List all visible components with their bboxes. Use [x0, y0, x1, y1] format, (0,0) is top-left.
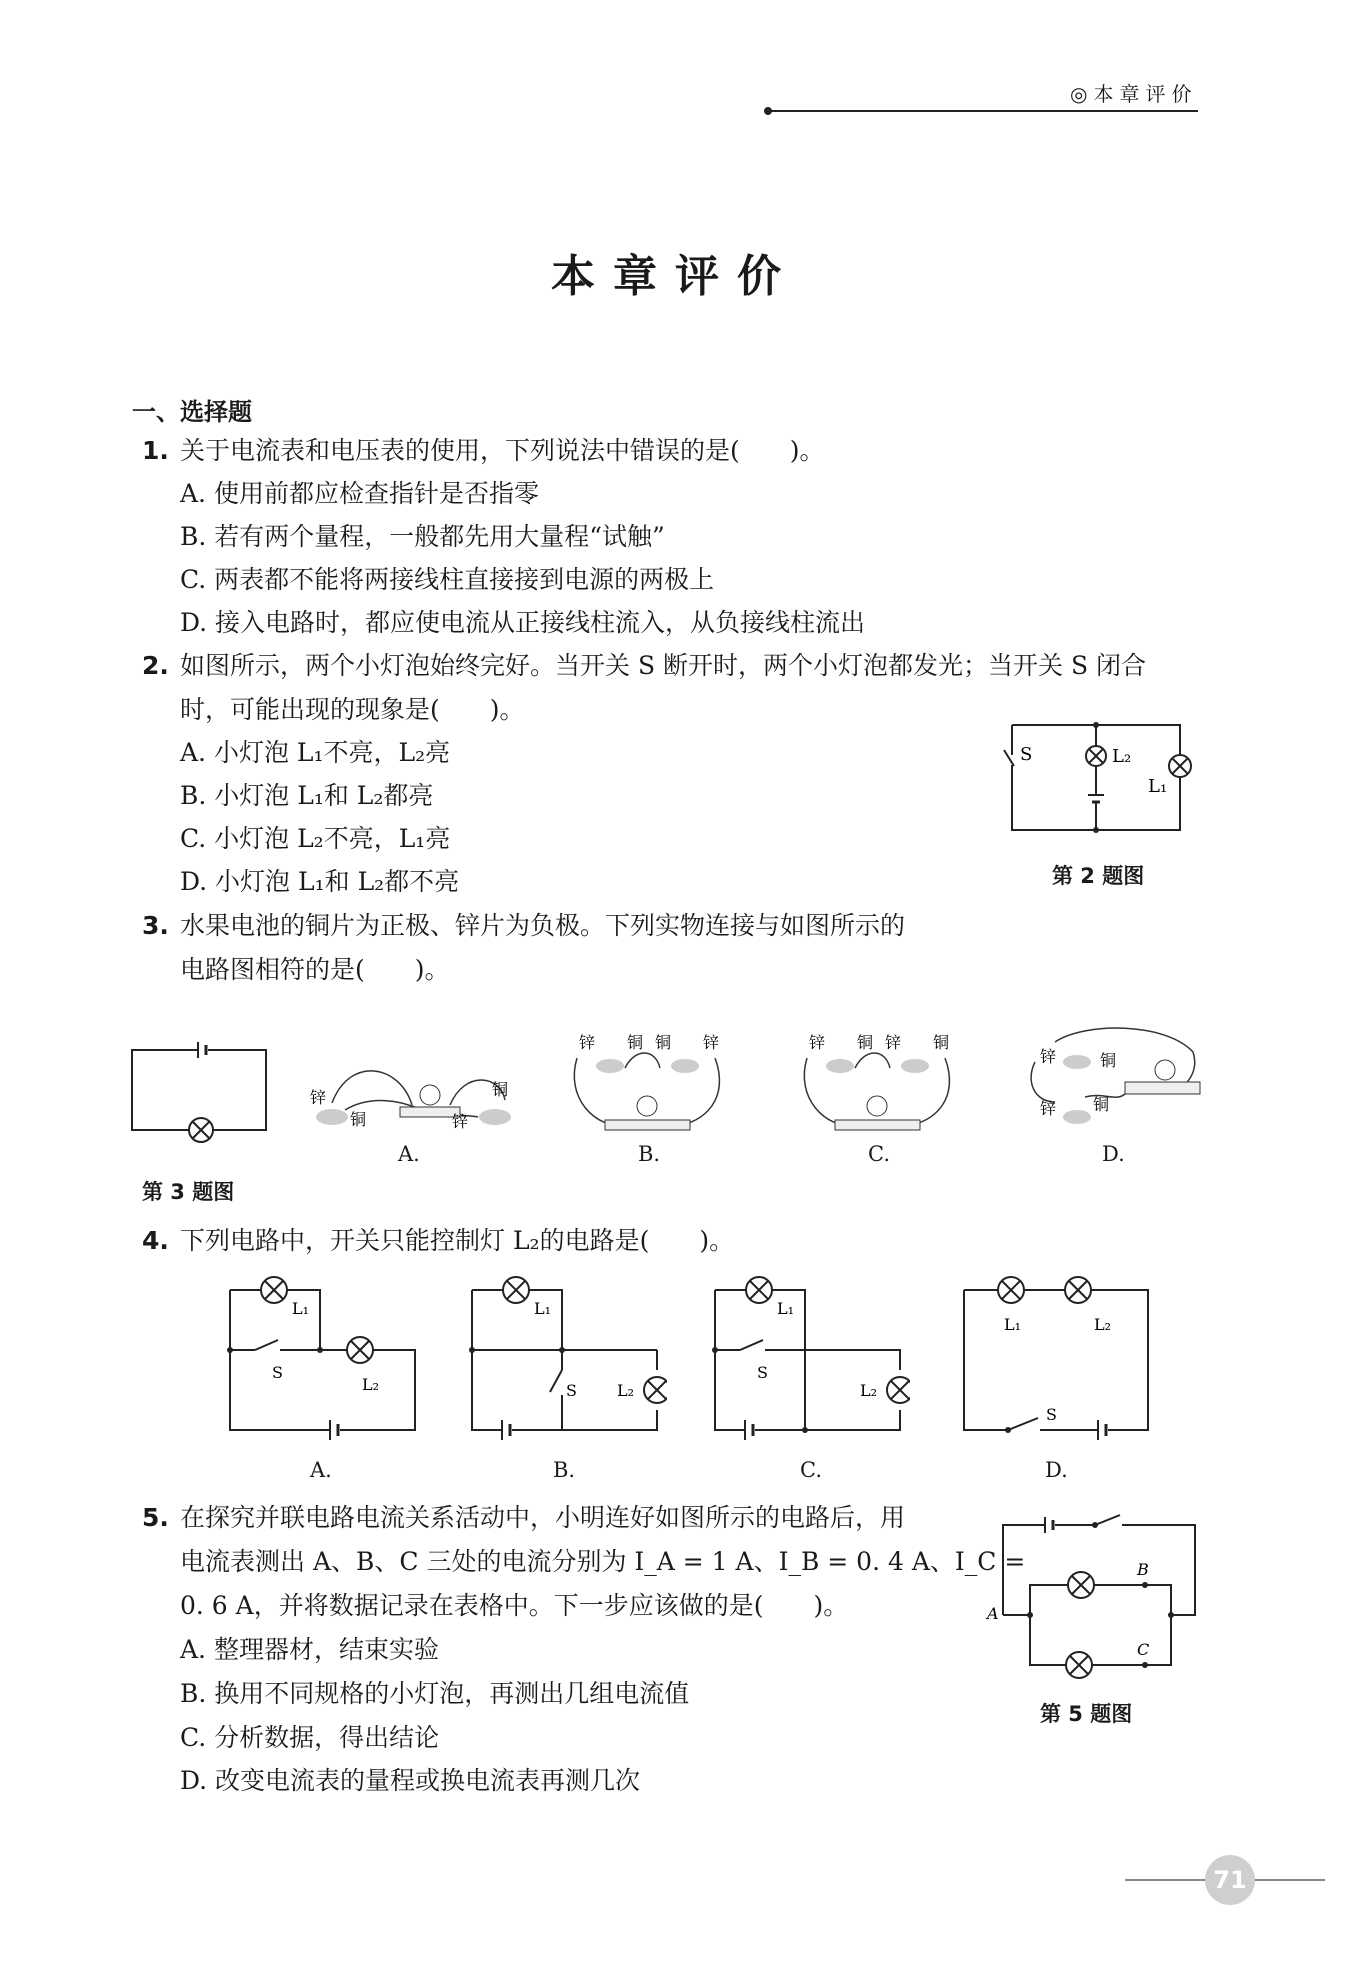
- q2-circuit-figure: [1000, 720, 1195, 840]
- q5-circuit-figure: [985, 1505, 1200, 1690]
- q3-a-copper-1: 铜: [350, 1110, 367, 1129]
- header-rule: [770, 110, 1198, 112]
- q5-figure-caption: 第 5 题图: [1040, 1702, 1133, 1726]
- q4-a-l1-label: L₁: [292, 1299, 310, 1318]
- q5-fig-b-label: B: [1137, 1560, 1149, 1579]
- q5-stem-line1: 在探究并联电路电流关系活动中，小明连好如图所示的电路后，用: [180, 1503, 906, 1532]
- q4-option-d-figure: [958, 1270, 1163, 1445]
- q4-d-s-label: S: [1046, 1405, 1057, 1424]
- q5-option-d: D. 改变电流表的量程或换电流表再测几次: [180, 1766, 641, 1795]
- q4-a-s-label: S: [272, 1363, 283, 1382]
- q5-option-b: B. 换用不同规格的小灯泡，再测出几组电流值: [180, 1679, 690, 1708]
- q4-d-l1-label: L₁: [1004, 1315, 1022, 1334]
- q2-stem-line1: 如图所示，两个小灯泡始终完好。当开关 S 断开时，两个小灯泡都发光；当开关 S 闭合: [180, 651, 1147, 680]
- q2-option-c: C. 小灯泡 L₂不亮，L₁亮: [180, 824, 451, 853]
- q4-stem: 下列电路中，开关只能控制灯 L₂的电路是( )。: [180, 1226, 735, 1255]
- q3-option-b-figure: [565, 1028, 735, 1138]
- q4-option-c-figure: [705, 1270, 910, 1445]
- q2-fig-s-label: S: [1020, 744, 1033, 765]
- q2-figure-caption: 第 2 题图: [1052, 864, 1145, 888]
- q3-circuit-diagram: [128, 1040, 273, 1155]
- q4-option-c-label: C.: [800, 1458, 822, 1482]
- q3-number: 3.: [142, 911, 169, 940]
- q3-option-a-figure: [300, 1055, 520, 1135]
- q3-option-a-label: A.: [398, 1142, 420, 1166]
- q4-b-s-label: S: [566, 1381, 577, 1400]
- q4-c-s-label: S: [757, 1363, 768, 1382]
- q3-stem-line1: 水果电池的铜片为正极、锌片为负极。下列实物连接与如图所示的: [180, 911, 906, 940]
- q4-option-a-label: A.: [310, 1458, 332, 1482]
- q4-b-l1-label: L₁: [534, 1299, 552, 1318]
- q4-option-a-figure: [220, 1270, 425, 1445]
- q3-d-copper-2: 铜: [1093, 1095, 1110, 1114]
- q4-option-d-label: D.: [1045, 1458, 1068, 1482]
- q3-b-zinc-1: 锌: [579, 1033, 596, 1052]
- running-header: ◎本章评价: [1070, 82, 1198, 106]
- q4-b-l2-label: L₂: [617, 1381, 635, 1400]
- q1-number: 1.: [142, 436, 169, 465]
- q1-option-d: D. 接入电路时，都应使电流从正接线柱流入，从负接线柱流出: [180, 608, 866, 637]
- q4-a-l2-label: L₂: [362, 1375, 380, 1394]
- q1-stem: 关于电流表和电压表的使用，下列说法中错误的是( )。: [180, 436, 825, 465]
- q3-a-copper-2: 铜: [492, 1080, 509, 1099]
- q3-option-d-figure: [1025, 1022, 1205, 1132]
- q2-fig-l1-label: L₁: [1148, 776, 1168, 797]
- q4-option-b-figure: [462, 1270, 667, 1445]
- q4-option-b-label: B.: [553, 1458, 576, 1482]
- q5-number: 5.: [142, 1503, 169, 1532]
- q4-number: 4.: [142, 1226, 169, 1255]
- q3-b-zinc-2: 锌: [703, 1033, 720, 1052]
- q3-d-copper-1: 铜: [1100, 1051, 1117, 1070]
- q5-fig-c-label: C: [1137, 1640, 1150, 1659]
- q1-option-b: B. 若有两个量程，一般都先用大量程“试触”: [180, 522, 665, 551]
- q3-option-c-label: C.: [868, 1142, 890, 1166]
- q2-number: 2.: [142, 651, 169, 680]
- q3-option-d-label: D.: [1102, 1142, 1125, 1166]
- q5-option-a: A. 整理器材，结束实验: [180, 1635, 439, 1664]
- q3-c-zinc-2: 锌: [885, 1033, 902, 1052]
- q2-option-a: A. 小灯泡 L₁不亮，L₂亮: [180, 738, 451, 767]
- q3-c-zinc-1: 锌: [809, 1033, 826, 1052]
- q2-option-b: B. 小灯泡 L₁和 L₂都亮: [180, 781, 434, 810]
- q3-stem-line2: 电路图相符的是( )。: [180, 955, 450, 984]
- q2-fig-l2-label: L₂: [1112, 746, 1132, 767]
- q3-a-zinc-2: 锌: [452, 1112, 469, 1131]
- page-title: 本章评价: [551, 251, 799, 302]
- q3-d-zinc-1: 锌: [1040, 1047, 1057, 1066]
- q3-figure-caption: 第 3 题图: [142, 1180, 235, 1204]
- header-rule-dot: [764, 107, 772, 115]
- q5-stem-line3: 0. 6 A，并将数据记录在表格中。下一步应该做的是( )。: [180, 1591, 849, 1620]
- q5-fig-a-label: A: [987, 1604, 999, 1623]
- q3-a-zinc-1: 锌: [310, 1088, 327, 1107]
- q1-option-a: A. 使用前都应检查指针是否指零: [180, 479, 539, 508]
- q5-stem-line2: 电流表测出 A、B、C 三处的电流分别为 I_A = 1 A、I_B = 0. 4 A、I_C =: [180, 1547, 1026, 1576]
- q3-c-copper-1: 铜: [857, 1033, 874, 1052]
- section-heading: 一、选择题: [132, 398, 252, 426]
- q3-option-c-figure: [795, 1028, 965, 1138]
- q3-d-zinc-2: 锌: [1040, 1099, 1057, 1118]
- q4-c-l2-label: L₂: [860, 1381, 878, 1400]
- page-number: 71: [1205, 1855, 1255, 1905]
- q4-d-l2-label: L₂: [1094, 1315, 1112, 1334]
- q4-c-l1-label: L₁: [777, 1299, 795, 1318]
- q5-option-c: C. 分析数据，得出结论: [180, 1723, 440, 1752]
- q1-option-c: C. 两表都不能将两接线柱直接接到电源的两极上: [180, 565, 715, 594]
- q3-c-copper-2: 铜: [933, 1033, 950, 1052]
- q3-b-copper-2: 铜: [655, 1033, 672, 1052]
- q2-option-d: D. 小灯泡 L₁和 L₂都不亮: [180, 867, 460, 896]
- q3-b-copper-1: 铜: [627, 1033, 644, 1052]
- q2-stem-line2: 时，可能出现的现象是( )。: [180, 695, 525, 724]
- q3-option-b-label: B.: [638, 1142, 661, 1166]
